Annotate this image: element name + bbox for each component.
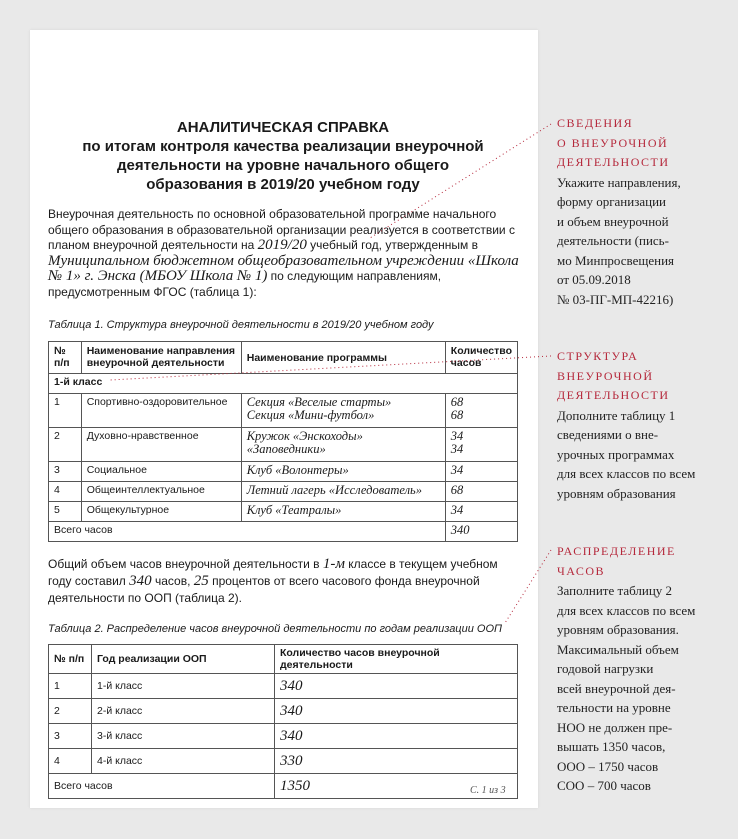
filled-hours: 340	[129, 573, 152, 589]
callout-line-info	[370, 124, 551, 238]
table-row: 4 4-й класс 330	[49, 749, 518, 774]
table-total-row: Всего часов 1350	[49, 774, 518, 799]
table-row: 3 Социальное Клуб «Волонтеры» 34	[49, 462, 518, 482]
title-line: образования в 2019/20 учебном году	[146, 176, 420, 193]
page-number: С. 1 из 3	[470, 785, 506, 796]
sidebar-note-info: СВЕДЕНИЯ О ВНЕУРОЧНОЙ ДЕЯТЕЛЬНОСТИ Укажите направления, форму организации и объем внеурочной деятельности (пись- мо Минпросвещения от 05.09.2018 № 03-ПГ-МП-42216)	[557, 116, 681, 307]
sidebar-note-structure: СТРУКТУРА ВНЕУРОЧНОЙ ДЕЯТЕЛЬНОСТИ Дополните таблицу 1 сведениями о вне- урочных программах для всех классов по всем уровням образования	[557, 349, 696, 501]
table-row: 2 Духовно-нравственное Кружок «Энскоходы» «Заповедники» 34 34	[49, 428, 518, 462]
filled-year: 2019/20	[257, 237, 307, 253]
title-line: АНАЛИТИЧЕСКАЯ СПРАВКА	[176, 119, 390, 136]
table-total-row: Всего часов 340	[49, 522, 518, 542]
filled-percent: 25	[193, 573, 209, 589]
table-row: 3 3-й класс 340	[49, 724, 518, 749]
table-header-row: № п/п Наименование направления внеурочной деятельности Наименование программы Количество часов	[49, 342, 518, 374]
table-row: 5 Общекультурное Клуб «Театралы» 34	[49, 502, 518, 522]
table-row: 4 Общеинтеллектуальное Летний лагерь «Исследователь» 68	[49, 482, 518, 502]
filled-organization: Муниципальном бюджетном общеобразовательном учреждении «Школа № 1» г. Энска (МБОУ Школа № 1)	[48, 252, 519, 284]
title-line: по итогам контроля качества реализации внеурочной	[82, 138, 484, 155]
filled-grade: 1-м	[322, 556, 345, 572]
callout-line-structure	[110, 356, 551, 380]
callout-line-distribution	[505, 550, 551, 623]
table-row: 1 Спортивно-оздоровительное Секция «Веселые старты» Секция «Мини-футбол» 68 68	[49, 394, 518, 428]
title-line: деятельности на уровне начального общего	[116, 157, 450, 174]
sidebar-note-distribution: РАСПРЕДЕЛЕНИЕ ЧАСОВ Заполните таблицу 2 для всех классов по всем уровням образования. Максимальный объем годовой нагрузки всей внеурочной дея- тельности на уровне НОО не должен пре- вышать 1350 часов, ООО – 1750 часов СОО – 700 часов	[557, 544, 696, 793]
table-header-row: № п/п Год реализации ООП Количество часов внеурочной деятельности	[49, 645, 518, 674]
table2-caption: Таблица 2. Распределение часов внеурочной деятельности по годам реализации ООП	[48, 623, 502, 635]
table-row: 1 1-й класс 340	[49, 674, 518, 699]
table1-caption: Таблица 1. Структура внеурочной деятельности в 2019/20 учебном году	[48, 319, 434, 331]
intro-paragraph: Внеурочная деятельность по основной образовательной программе начального общего образования в образовательной организации реализуется в соответствии с планом внеурочной деятельности на 2019/20 учебный год, утвержденным в Муниципальном бюджетном общеобразовательном учреждении «Школа № 1» г. Энска (МБОУ Школа № 1) по следующим направлениям, предусмотренным ФГОС (таблица 1):	[48, 207, 519, 299]
table-row: 2 2-й класс 340	[49, 699, 518, 724]
table-section-row: 1-й класс	[49, 374, 518, 394]
summary-paragraph: Общий объем часов внеурочной деятельности в 1-м классе в текущем учебном году составил 340 часов, 25 процентов от всего часового фонда внеурочной деятельности по ООП (таблица 2).	[48, 556, 498, 605]
